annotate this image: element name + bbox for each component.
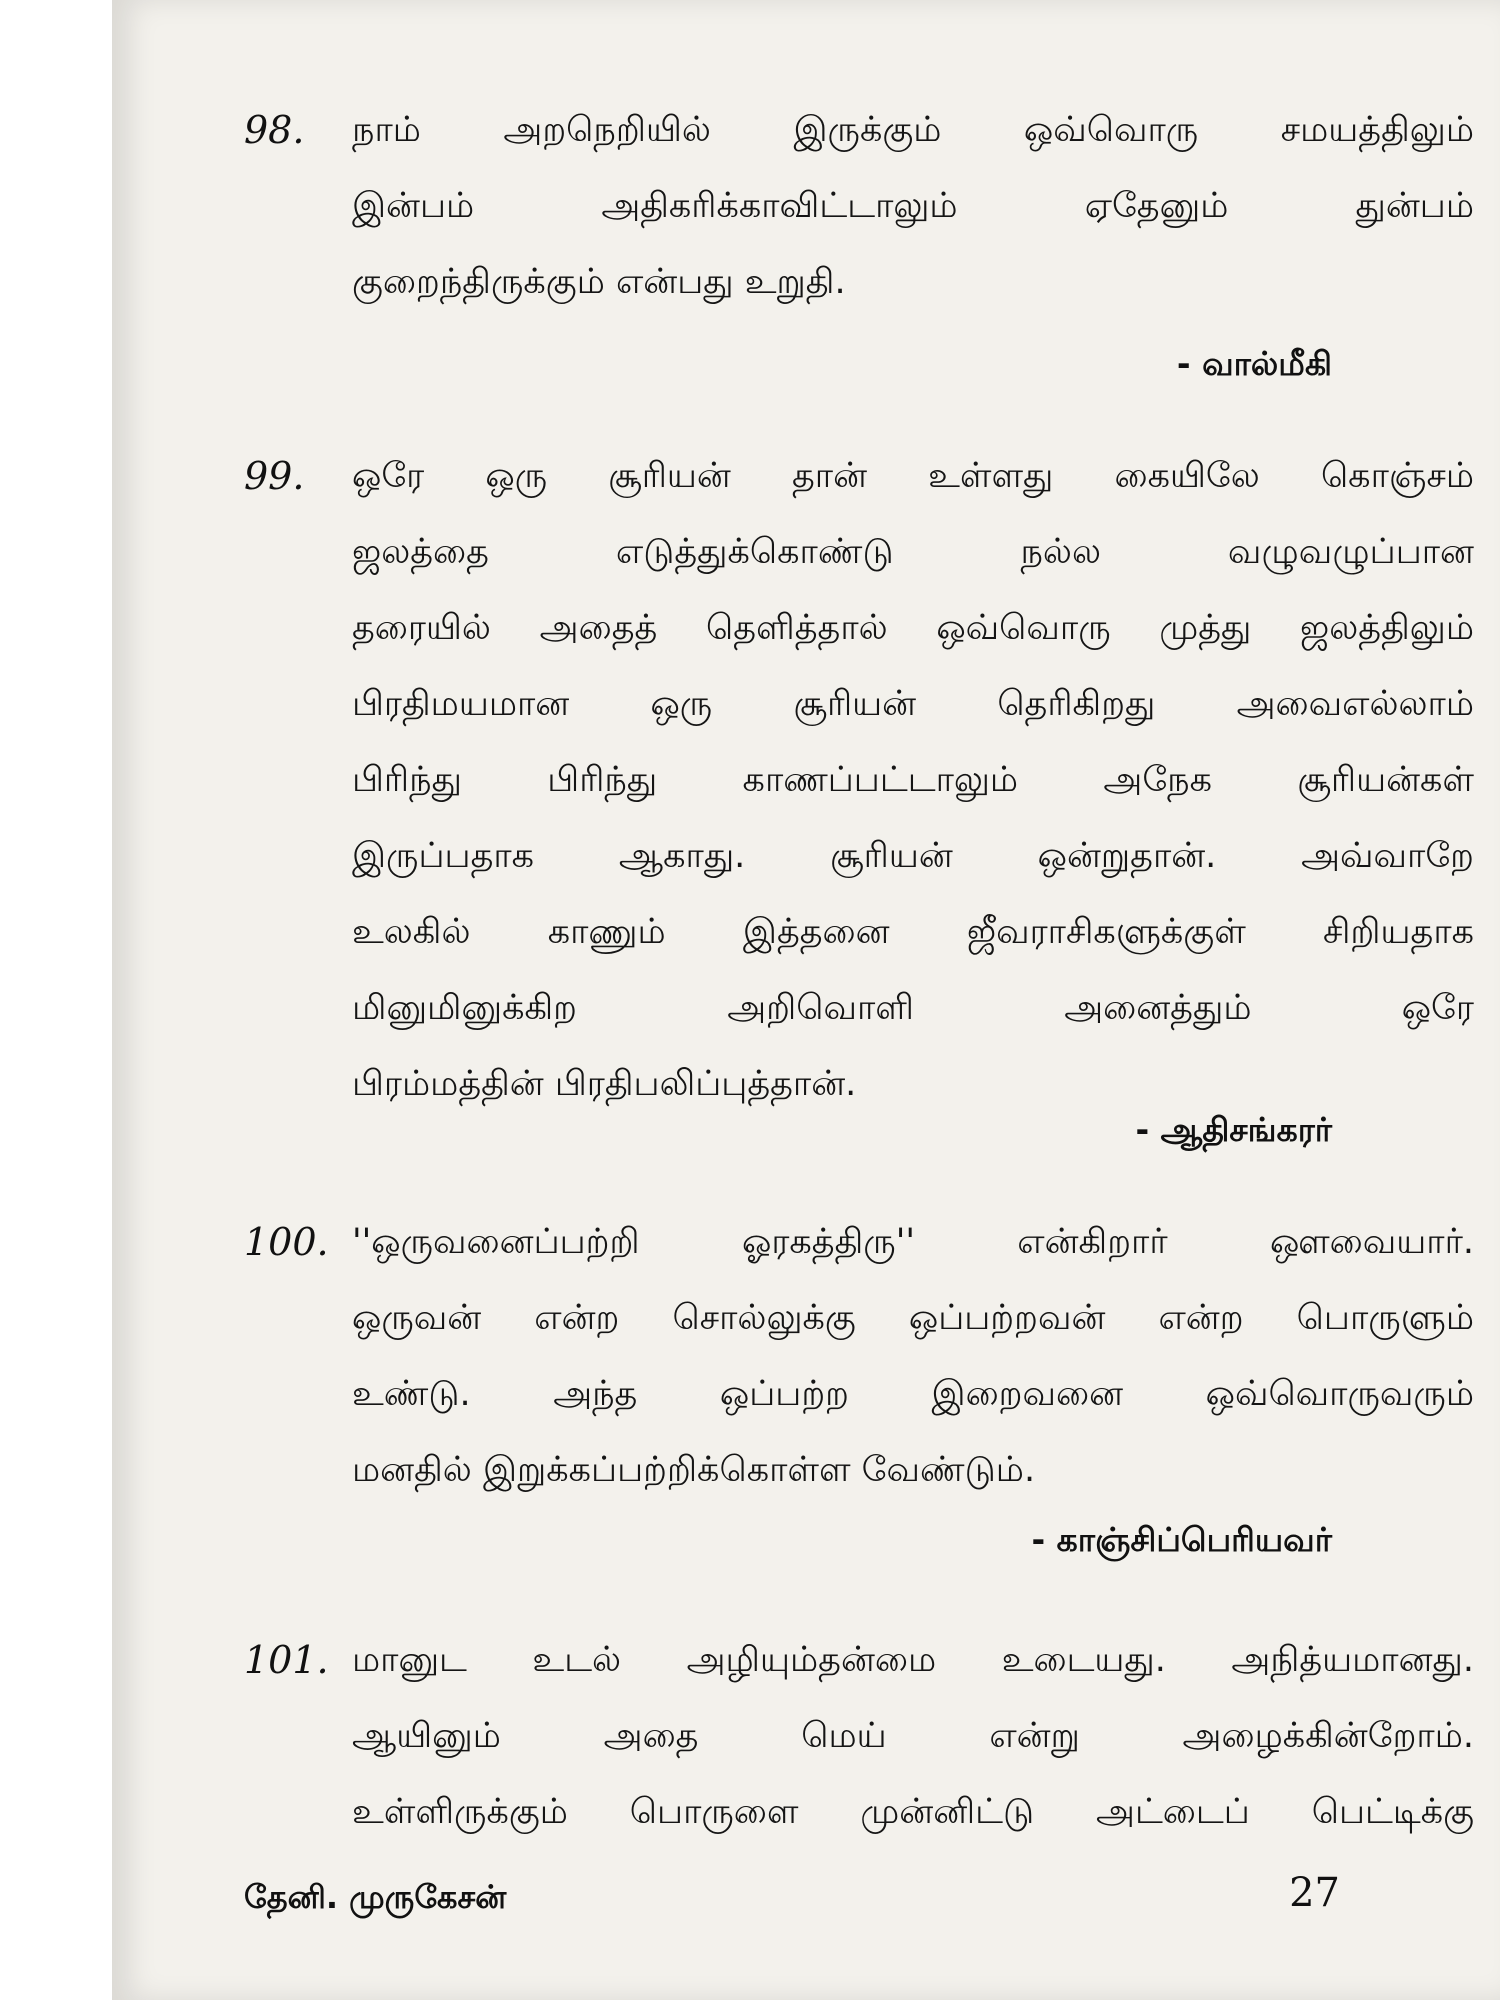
entry-number: 100. [244,1220,329,1264]
text-line: ஜலத்தை எடுத்துக்கொண்டு நல்ல வழுவழுப்பான [352,532,1474,572]
text-line: தரையில் அதைத் தெளித்தால் ஒவ்வொரு முத்து ஜலத்திலும் [352,608,1474,648]
entry-number: 98. [244,108,305,152]
page-number: 27 [1289,1870,1340,1916]
text-line: நாம் அறநெறியில் இருக்கும் ஒவ்வொரு சமயத்திலும் [352,110,1474,150]
footer-author: தேனி. முருகேசன் [244,1878,507,1916]
text-line: ''ஒருவனைப்பற்றி ஓரகத்திரு'' என்கிறார் ஔவையார். [352,1222,1474,1262]
text-line: மானுட உடல் அழியும்தன்மை உடையது. அநித்யமானது. [352,1640,1474,1680]
text-line: மனதில் இறுக்கப்பற்றிக்கொள்ள வேண்டும். [352,1450,1036,1490]
entry-number: 99. [244,454,305,498]
text-line: ஒரே ஒரு சூரியன் தான் உள்ளது கையிலே கொஞ்சம் [352,456,1474,496]
attribution: - காஞ்சிப்பெரியவர் [1031,1520,1332,1559]
text-line: மினுமினுக்கிற அறிவொளி அனைத்தும் ஒரே [352,988,1474,1028]
entry-text [352,1204,1474,1508]
text-line: இருப்பதாக ஆகாது. சூரியன் ஒன்றுதான். அவ்வாறே [352,836,1474,876]
entry-text [352,92,1474,320]
text-line: இன்பம் அதிகரிக்காவிட்டாலும் ஏதேனும் துன்பம் [352,186,1474,226]
attribution: - வால்மீகி [1176,344,1332,383]
text-line: ஆயினும் அதை மெய் என்று அழைக்கின்றோம். [352,1716,1474,1756]
text-line: உள்ளிருக்கும் பொருளை முன்னிட்டு அட்டைப் பெட்டிக்கு [352,1792,1474,1832]
entry-text [352,1622,1474,1850]
book-page [112,0,1500,2000]
entry-number: 101. [244,1638,329,1682]
text-line: பிரதிமயமான ஒரு சூரியன் தெரிகிறது அவைஎல்லாம் [352,684,1474,724]
entry-text [352,438,1474,1122]
text-line: பிரிந்து பிரிந்து காணப்பட்டாலும் அநேக சூரியன்கள் [352,760,1474,800]
text-line: உலகில் காணும் இத்தனை ஜீவராசிகளுக்குள் சிறியதாக [352,912,1474,952]
text-line: ஒருவன் என்ற சொல்லுக்கு ஒப்பற்றவன் என்ற பொருளும் [352,1298,1474,1338]
text-line: குறைந்திருக்கும் என்பது உறுதி. [352,262,846,302]
text-line: பிரம்மத்தின் பிரதிபலிப்புத்தான். [352,1064,857,1104]
text-line: உண்டு. அந்த ஒப்பற்ற இறைவனை ஒவ்வொருவரும் [352,1374,1474,1414]
attribution: - ஆதிசங்கரர் [1135,1110,1332,1149]
